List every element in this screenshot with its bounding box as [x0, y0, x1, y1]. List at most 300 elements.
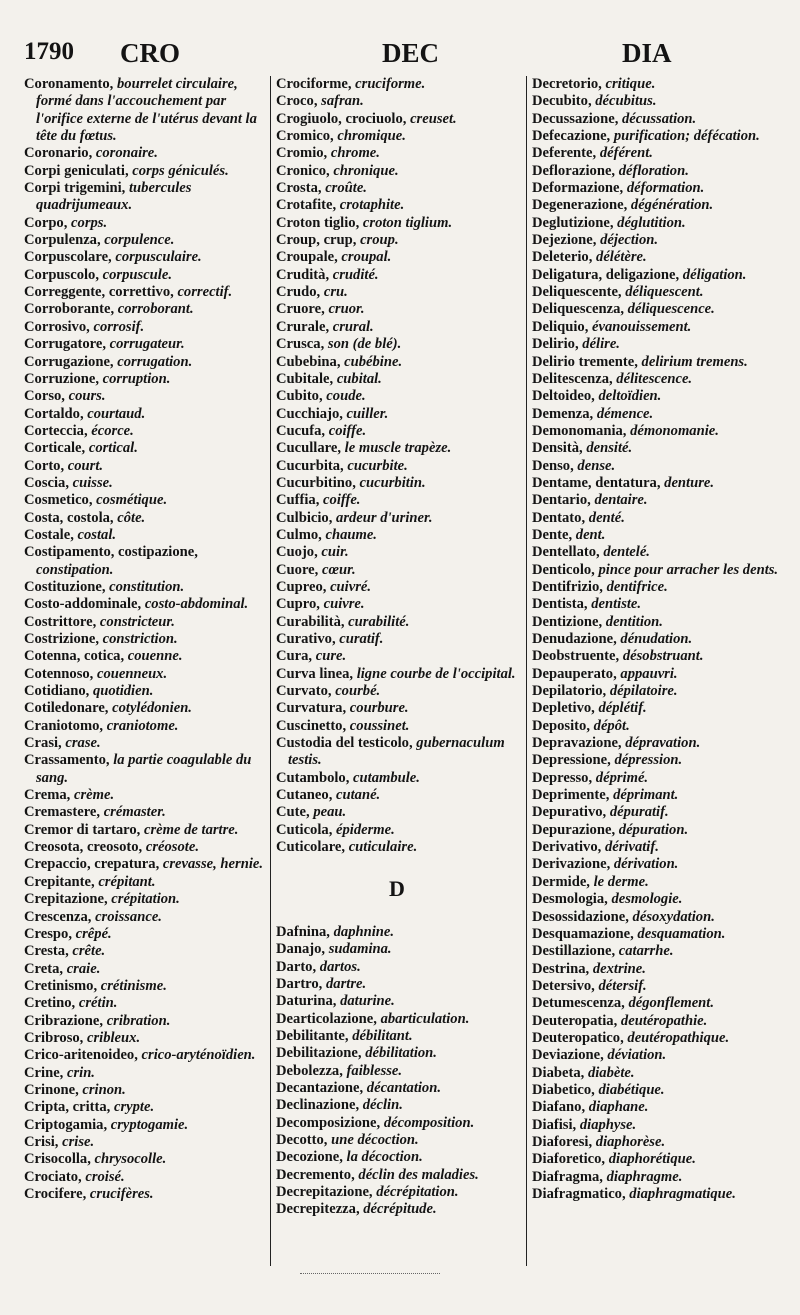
dictionary-entry [532, 319, 794, 336]
entry-headword: Cretino, [24, 995, 76, 1012]
entry-headword: Crisi, [24, 1133, 59, 1150]
dictionary-entry [276, 718, 518, 735]
dictionary-entry [532, 943, 794, 960]
entry-headword: Decremento, [276, 1166, 355, 1183]
entry-headword: Corroborante, [24, 301, 115, 318]
entry-headword: Cubitale, [276, 370, 334, 387]
entry-headword: Demonomania, [532, 422, 627, 439]
entry-translation: constipation. [36, 561, 114, 578]
entry-translation: crépitation. [111, 891, 180, 908]
entry-translation: dense. [577, 457, 616, 474]
dictionary-entry [24, 874, 264, 891]
entry-headword: Destillazione, [532, 943, 616, 960]
dictionary-entry [24, 995, 264, 1012]
entry-headword: Deprimente, [532, 787, 610, 804]
dictionary-entry [24, 926, 264, 943]
dictionary-entry [24, 683, 264, 700]
dictionary-entry [532, 978, 794, 995]
entry-translation: crème de tartre. [143, 821, 239, 838]
dictionary-entry [24, 787, 264, 804]
entry-translation: dent. [575, 526, 606, 543]
dictionary-entry [532, 596, 794, 613]
entry-headword: Diaforetico, [532, 1151, 606, 1168]
entry-translation: courtaud. [87, 405, 146, 422]
entry-translation: couenneux. [96, 665, 168, 682]
entry-translation: créosote. [145, 839, 199, 856]
dictionary-entry [24, 804, 264, 821]
entry-headword: Diaforesi, [532, 1133, 593, 1150]
dictionary-entry [532, 718, 794, 735]
entry-translation: crête. [72, 943, 106, 960]
entry-headword: Curabilità, [276, 613, 345, 630]
entry-headword: Dentario, [532, 492, 591, 509]
dictionary-entry [24, 735, 264, 752]
dictionary-entry [276, 1097, 518, 1114]
entry-headword: Cremastere, [24, 804, 101, 821]
dictionary-entry [276, 924, 518, 941]
entry-translation: crémaster. [103, 804, 166, 821]
entry-translation: côte. [117, 509, 146, 526]
entry-translation: chromique. [337, 128, 406, 145]
entry-translation: crico-aryténoïdien. [141, 1047, 256, 1064]
entry-headword: Crescenza, [24, 908, 92, 925]
entry-headword: Curvato, [276, 683, 332, 700]
entry-translation: dentition. [605, 613, 663, 630]
dictionary-entry [532, 440, 794, 457]
entry-headword: Cute, [276, 804, 310, 821]
dictionary-entry [276, 197, 518, 214]
entry-headword: Corpi trigemini, [24, 180, 126, 197]
entry-translation: corrugateur. [109, 336, 185, 353]
entry-headword: Dentizione, [532, 613, 603, 630]
dictionary-entry [276, 941, 518, 958]
entry-headword: Croup, crup, [276, 232, 357, 249]
entry-translation: dérivatif. [604, 839, 659, 856]
entry-translation: cuir. [321, 544, 349, 561]
dictionary-entry [24, 596, 264, 613]
dictionary-entry [24, 1047, 264, 1064]
entry-translation: courbé. [335, 683, 381, 700]
entry-headword: Crico-aritenoideo, [24, 1047, 138, 1064]
entry-headword: Corpuscolo, [24, 266, 99, 283]
dictionary-entry [24, 458, 264, 475]
dictionary-entry [276, 249, 518, 266]
entry-translation: cuivré. [330, 578, 372, 595]
entry-headword: Crociato, [24, 1168, 82, 1185]
entry-translation: diaphragmatique. [629, 1186, 736, 1202]
dictionary-entry [532, 1186, 794, 1203]
entry-headword: Desmologia, [532, 891, 608, 908]
entry-headword: Depurazione, [532, 821, 616, 838]
entry-headword: Deuteropatia, [532, 1012, 618, 1029]
dictionary-entry [532, 735, 794, 752]
entry-headword: Denudazione, [532, 631, 617, 647]
dictionary-entry [276, 993, 518, 1010]
column-rule-right [526, 76, 527, 1266]
entry-translation: cruciforme. [355, 76, 426, 92]
entry-headword: Crine, [24, 1064, 64, 1081]
dictionary-entry [24, 492, 264, 509]
entry-headword: Cuticolare, [276, 839, 346, 856]
entry-translation: cortical. [88, 440, 138, 457]
entry-headword: Cuffia, [276, 492, 320, 509]
dictionary-entry [24, 891, 264, 908]
entry-translation: costo-abdominal. [144, 596, 249, 613]
entry-translation: diaphyse. [579, 1116, 637, 1133]
entry-headword: Dejezione, [532, 232, 597, 249]
dictionary-entry [276, 215, 518, 232]
entry-translation: le muscle trapèze. [344, 440, 452, 457]
dictionary-entry [24, 961, 264, 978]
entry-translation: coussinet. [349, 717, 410, 734]
dictionary-entry [276, 458, 518, 475]
dictionary-entry [276, 319, 518, 336]
entry-translation: gubernaculum testis. [288, 735, 505, 769]
entry-headword: Diafragmatico, [532, 1186, 626, 1202]
entry-translation: décrépitude. [363, 1201, 437, 1218]
entry-translation: décrépitation. [376, 1183, 459, 1200]
entry-translation: désoxydation. [632, 908, 715, 925]
entry-translation: le derme. [593, 873, 649, 890]
entry-headword: Decrepitazione, [276, 1183, 373, 1200]
dictionary-entry [532, 631, 794, 648]
entry-headword: Crosta, [276, 180, 322, 197]
entry-headword: Derivazione, [532, 856, 611, 873]
entry-translation: chronique. [333, 162, 399, 179]
entry-translation: déplétif. [598, 700, 647, 717]
entry-headword: Deltoideo, [532, 388, 595, 405]
entry-headword: Cucchiajo, [276, 405, 343, 422]
entry-headword: Costituzione, [24, 578, 106, 595]
dictionary-entry [532, 926, 794, 943]
entry-translation: crotaphite. [339, 197, 405, 214]
entry-translation: dextrine. [592, 960, 646, 977]
entry-translation: dentaire. [594, 492, 648, 509]
entry-headword: Debilitazione, [276, 1045, 362, 1062]
dictionary-entry [532, 180, 794, 197]
entry-translation: démonomanie. [630, 422, 719, 439]
dictionary-entry [24, 510, 264, 527]
entry-headword: Cremor di tartaro, [24, 821, 141, 838]
entry-translation: croupal. [341, 249, 392, 266]
entry-headword: Deformazione, [532, 180, 624, 197]
entry-translation: crypte. [113, 1099, 155, 1116]
entry-translation: détersif. [598, 977, 647, 994]
entry-headword: Crepitazione, [24, 891, 108, 908]
dictionary-entry [532, 1013, 794, 1030]
entry-translation: appauvri. [620, 665, 678, 682]
entry-headword: Cura, [276, 648, 313, 665]
dictionary-entry [276, 804, 518, 821]
entry-headword: Degenerazione, [532, 197, 628, 214]
entry-translation: chrysocolle. [94, 1151, 167, 1168]
entry-translation: la partie coagulable du sang. [36, 752, 252, 786]
entry-headword: Darto, [276, 958, 317, 975]
entry-headword: Cotiledonare, [24, 700, 109, 717]
dictionary-entry [532, 111, 794, 128]
entry-translation: corps géniculés. [132, 162, 229, 179]
entry-headword: Desossidazione, [532, 908, 629, 925]
entry-translation: cubital. [336, 370, 382, 387]
entry-translation: désobstruant. [622, 648, 704, 665]
dictionary-entry [276, 180, 518, 197]
entry-headword: Decomposizione, [276, 1114, 381, 1131]
entry-headword: Crisocolla, [24, 1151, 91, 1168]
entry-translation: écorce. [91, 422, 134, 439]
entry-translation: deutéropathie. [620, 1012, 708, 1029]
entry-translation: dentiste. [591, 596, 642, 613]
entry-translation: cours. [68, 388, 106, 405]
entry-translation: creuset. [410, 110, 457, 127]
entry-translation: daphnine. [333, 923, 395, 940]
dictionary-entry [276, 770, 518, 787]
entry-headword: Detumescenza, [532, 995, 625, 1012]
dictionary-entry [24, 232, 264, 249]
dictionary-entry [532, 1099, 794, 1116]
entry-translation: cuiller. [346, 405, 389, 422]
entry-translation: court. [67, 457, 104, 474]
dictionary-entry [276, 544, 518, 561]
dictionary-entry [276, 1080, 518, 1097]
dictionary-entry [532, 909, 794, 926]
dictionary-entry [24, 1169, 264, 1186]
entry-translation: délire. [582, 336, 620, 353]
entry-headword: Craniotomo, [24, 717, 104, 734]
entry-headword: Decubito, [532, 93, 592, 110]
entry-translation: constricteur. [99, 613, 175, 630]
entry-headword: Cotenna, cotica, [24, 648, 125, 665]
entry-translation: curatif. [339, 631, 384, 647]
entry-headword: Daturina, [276, 993, 337, 1010]
entry-translation: dépuration. [618, 821, 689, 838]
dictionary-entry [24, 163, 264, 180]
dictionary-entry [276, 128, 518, 145]
dictionary-entry [24, 354, 264, 371]
entry-headword: Declinazione, [276, 1097, 360, 1114]
entry-headword: Deviazione, [532, 1047, 604, 1064]
entry-headword: Cretinismo, [24, 977, 98, 994]
entry-headword: Dafnina, [276, 923, 330, 940]
entry-translation: craie. [66, 960, 101, 977]
entry-translation: tubercules quadrijumeaux. [36, 180, 192, 214]
dictionary-entry [532, 1047, 794, 1064]
dictionary-entry [276, 683, 518, 700]
dictionary-entry [24, 1117, 264, 1134]
dictionary-entry [24, 631, 264, 648]
entry-headword: Corrugazione, [24, 353, 114, 370]
dictionary-entry [276, 596, 518, 613]
entry-translation: daturine. [340, 993, 395, 1010]
dictionary-entry [532, 354, 794, 371]
entry-headword: Decozione, [276, 1149, 343, 1166]
dictionary-entry [532, 822, 794, 839]
dictionary-entry [24, 145, 264, 162]
entry-translation: décussation. [622, 110, 697, 127]
running-header [0, 38, 800, 78]
entry-headword: Cucurbitino, [276, 474, 356, 491]
entry-headword: Culmo, [276, 526, 322, 543]
entry-headword: Costo-addominale, [24, 596, 142, 613]
entry-headword: Cosmetico, [24, 492, 93, 509]
dictionary-entry [276, 648, 518, 665]
entry-headword: Decussazione, [532, 110, 619, 127]
entry-headword: Crociforme, [276, 76, 352, 92]
entry-headword: Cotennoso, [24, 665, 94, 682]
entry-translation: déformation. [626, 180, 705, 197]
dictionary-entry [24, 1082, 264, 1099]
dictionary-entry [276, 440, 518, 457]
entry-translation: décomposition. [383, 1114, 475, 1131]
entry-translation: bourrelet circulaire, formé dans l'accouchement par l'orifice externe de l'utérus devant la tête du fœtus. [36, 76, 257, 145]
entry-headword: Dente, [532, 526, 573, 543]
dictionary-entry [276, 1132, 518, 1149]
entry-headword: Cucufa, [276, 422, 326, 439]
dictionary-entry [276, 423, 518, 440]
entry-headword: Diafano, [532, 1099, 586, 1116]
dictionary-entry [276, 336, 518, 353]
entry-translation: décantation. [366, 1079, 441, 1096]
entry-translation: décubitus. [595, 93, 657, 110]
entry-translation: la décoction. [346, 1149, 423, 1166]
dictionary-entry [24, 718, 264, 735]
entry-headword: Cupreo, [276, 578, 327, 595]
dictionary-entry [532, 492, 794, 509]
entry-translation: dérivation. [613, 856, 679, 873]
entry-translation: diabétique. [598, 1081, 665, 1098]
entry-headword: Deliquescenza, [532, 301, 625, 318]
dictionary-entry [276, 267, 518, 284]
entry-headword: Crinone, [24, 1081, 79, 1098]
entry-headword: Demenza, [532, 405, 594, 422]
entry-headword: Dentame, dentatura, [532, 474, 661, 491]
entry-headword: Cubito, [276, 388, 323, 405]
entry-headword: Custodia del testicolo, [276, 735, 413, 752]
dictionary-entry [24, 388, 264, 405]
entry-headword: Depresso, [532, 769, 593, 786]
dictionary-entry [276, 614, 518, 631]
dictionary-entry [532, 371, 794, 388]
entry-headword: Culbicio, [276, 509, 333, 526]
entry-headword: Crocifere, [24, 1186, 87, 1202]
dictionary-entry [532, 752, 794, 769]
entry-translation: corpuscule. [102, 266, 172, 283]
dictionary-entry [532, 544, 794, 561]
dictionary-entry [24, 215, 264, 232]
guide-word-left: CRO [120, 38, 180, 68]
entry-translation: déviation. [607, 1047, 667, 1064]
dictionary-entry [24, 544, 264, 579]
entry-headword: Delitescenza, [532, 370, 613, 387]
entry-translation: corroborant. [117, 301, 194, 318]
entry-headword: Crema, [24, 787, 71, 804]
entry-headword: Croton tiglio, [276, 214, 360, 231]
entry-headword: Cortaldo, [24, 405, 84, 422]
entry-translation: crinon. [82, 1081, 126, 1098]
dictionary-entry [24, 1030, 264, 1047]
entry-headword: Curativo, [276, 631, 336, 647]
dictionary-entry [276, 579, 518, 596]
dictionary-entry [24, 319, 264, 336]
entry-translation: dépôt. [593, 717, 630, 734]
entry-translation: abarticulation. [380, 1010, 470, 1027]
entry-translation: débilitant. [352, 1027, 413, 1044]
dictionary-entry [532, 128, 794, 145]
dictionary-entry [24, 180, 264, 215]
entry-headword: Corteccia, [24, 422, 88, 439]
dictionary-entry [24, 1186, 264, 1203]
entry-translation: déférent. [599, 145, 653, 162]
entry-translation: corpulence. [104, 232, 175, 249]
entry-headword: Cuticola, [276, 821, 333, 838]
dictionary-entry [276, 1028, 518, 1045]
entry-translation: délétère. [596, 249, 647, 266]
entry-translation: une décoction. [331, 1131, 419, 1148]
entry-headword: Diafragma, [532, 1168, 603, 1185]
dictionary-entry [276, 959, 518, 976]
entry-translation: cure. [315, 648, 347, 665]
entry-headword: Corticale, [24, 440, 86, 457]
dictionary-entry [276, 1011, 518, 1028]
entry-headword: Cotidiano, [24, 683, 90, 700]
entry-translation: déligation. [682, 266, 747, 283]
dictionary-entry [24, 943, 264, 960]
dictionary-entry [532, 1151, 794, 1168]
entry-translation: coiffe. [323, 492, 361, 509]
entry-translation: sudamina. [328, 941, 392, 958]
entry-headword: Destrina, [532, 960, 590, 977]
entry-translation: crudité. [332, 266, 379, 283]
entry-headword: Crasi, [24, 735, 62, 752]
entry-translation: déprimé. [595, 769, 649, 786]
entry-translation: coronaire. [95, 145, 158, 162]
dictionary-entry [276, 1149, 518, 1166]
entry-headword: Dermide, [532, 873, 590, 890]
entry-headword: Crassamento, [24, 752, 110, 769]
entry-translation: cutané. [336, 787, 381, 804]
dictionary-entry [276, 787, 518, 804]
entry-translation: croissance. [95, 908, 162, 925]
entry-translation: costal. [77, 526, 117, 543]
entry-translation: quotidien. [92, 683, 154, 700]
dictionary-entry [532, 700, 794, 717]
entry-headword: Coscia, [24, 474, 69, 491]
dictionary-entry [532, 1134, 794, 1151]
dictionary-entry [276, 562, 518, 579]
dictionary-entry [532, 76, 794, 93]
entry-translation: défloration. [618, 162, 689, 179]
entry-headword: Cromico, [276, 128, 334, 145]
dictionary-entry [24, 579, 264, 596]
entry-headword: Deliquio, [532, 318, 589, 335]
entry-headword: Corrugatore, [24, 336, 106, 353]
dictionary-entry [276, 93, 518, 110]
entry-translation: diaphorétique. [608, 1151, 696, 1168]
dictionary-entry [532, 197, 794, 214]
entry-headword: Crudo, [276, 284, 321, 301]
entry-translation: corps. [71, 214, 108, 231]
entry-translation: cru. [323, 284, 348, 301]
entry-translation: cotylédonien. [112, 700, 192, 717]
entry-translation: denté. [588, 509, 625, 526]
entry-headword: Corpuscolare, [24, 249, 112, 266]
entry-translation: craniotome. [106, 717, 179, 734]
dictionary-entry [276, 735, 518, 770]
entry-headword: Dentista, [532, 596, 588, 613]
entry-translation: évanouissement. [592, 318, 692, 335]
entry-translation: cosmétique. [96, 492, 168, 509]
entry-translation: coude. [326, 388, 366, 405]
dictionary-entry [276, 510, 518, 527]
